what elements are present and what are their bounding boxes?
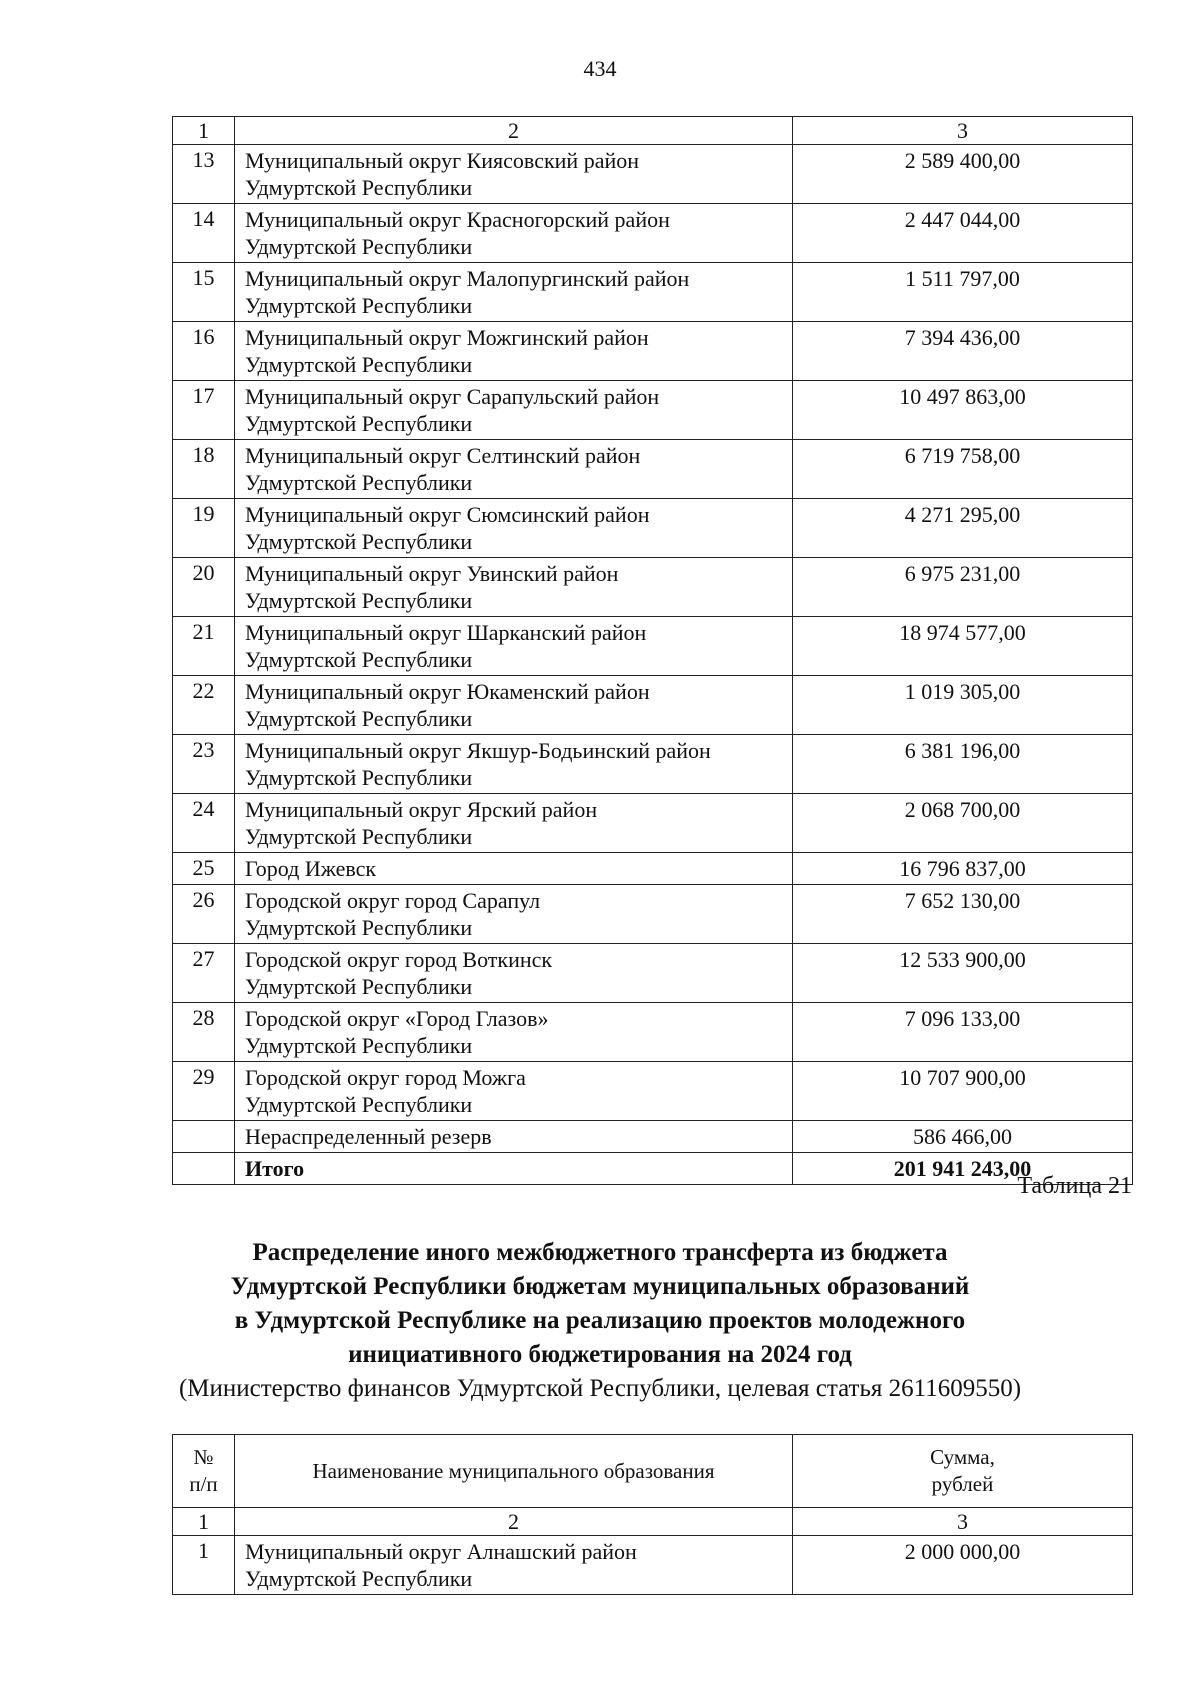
municipality-name bbox=[235, 558, 793, 617]
row-number bbox=[173, 1121, 235, 1153]
table-row bbox=[173, 499, 1133, 558]
table-row bbox=[173, 204, 1133, 263]
municipality-name-line: Муниципальный округ Шарканский район bbox=[245, 620, 647, 645]
row-number bbox=[173, 1153, 235, 1185]
municipality-name-line: Муниципальный округ Малопургинский район bbox=[245, 266, 690, 291]
row-number: 26 bbox=[173, 885, 235, 944]
column-index: 1 bbox=[173, 1508, 235, 1536]
title-line: Удмуртской Республики бюджетам муниципальных образований bbox=[230, 1273, 970, 1300]
municipality-name-line: Муниципальный округ Красногорский район bbox=[245, 207, 670, 232]
municipality-name-line: Удмуртской Республики bbox=[245, 352, 473, 377]
header-num-line: п/п bbox=[189, 1472, 218, 1496]
page-number: 434 bbox=[583, 56, 617, 81]
municipality-name-line: Муниципальный округ Сарапульский район bbox=[245, 384, 660, 409]
table-row bbox=[173, 381, 1133, 440]
amount: 6 719 758,00 bbox=[793, 440, 1133, 499]
row-number: 27 bbox=[173, 944, 235, 1003]
row-number: 21 bbox=[173, 617, 235, 676]
row-number: 16 bbox=[173, 322, 235, 381]
row-number: 19 bbox=[173, 499, 235, 558]
municipality-name bbox=[235, 204, 793, 263]
column-index: 2 bbox=[235, 1508, 793, 1536]
municipality-name-line: Удмуртской Республики bbox=[245, 824, 473, 849]
municipality-name bbox=[235, 145, 793, 204]
municipality-name-line: Муниципальный округ Якшур-Бодьинский район bbox=[245, 738, 711, 763]
row-number: 17 bbox=[173, 381, 235, 440]
table-row bbox=[173, 676, 1133, 735]
municipality-name bbox=[235, 1003, 793, 1062]
table-row bbox=[173, 735, 1133, 794]
municipality-name-line: Город Ижевск bbox=[245, 856, 377, 881]
table-row bbox=[173, 263, 1133, 322]
amount: 16 796 837,00 bbox=[793, 853, 1133, 885]
header-num bbox=[173, 1435, 235, 1508]
municipality-name bbox=[235, 263, 793, 322]
municipality-name-line: Удмуртской Республики bbox=[245, 411, 473, 436]
municipality-name bbox=[235, 617, 793, 676]
column-index: 3 bbox=[793, 117, 1133, 145]
row-number: 25 bbox=[173, 853, 235, 885]
amount: 10 707 900,00 bbox=[793, 1062, 1133, 1121]
amount: 7 096 133,00 bbox=[793, 1003, 1133, 1062]
municipality-name-line: Удмуртской Республики bbox=[245, 470, 473, 495]
municipality-name-line: Муниципальный округ Юкаменский район bbox=[245, 679, 650, 704]
allocation-table-new bbox=[172, 1434, 1133, 1595]
municipality-name-line: Муниципальный округ Ярский район bbox=[245, 797, 598, 822]
amount: 12 533 900,00 bbox=[793, 944, 1133, 1003]
municipality-name-line: Городской округ город Воткинск bbox=[245, 947, 553, 972]
header-sum bbox=[793, 1435, 1133, 1508]
header-sum-line: Сумма, bbox=[930, 1445, 995, 1469]
row-number: 18 bbox=[173, 440, 235, 499]
column-index-row bbox=[173, 117, 1133, 145]
allocation-table-continued bbox=[172, 116, 1133, 1185]
amount: 18 974 577,00 bbox=[793, 617, 1133, 676]
municipality-name bbox=[235, 735, 793, 794]
municipality-name-line: Муниципальный округ Киясовский район bbox=[245, 148, 640, 173]
municipality-name-line: Удмуртской Республики bbox=[245, 234, 473, 259]
row-number: 29 bbox=[173, 1062, 235, 1121]
municipality-name bbox=[235, 853, 793, 885]
municipality-name-line: Удмуртской Республики bbox=[245, 1033, 473, 1058]
municipality-name-line: Удмуртской Республики bbox=[245, 706, 473, 731]
total-row bbox=[173, 1153, 1133, 1185]
title-line: инициативного бюджетирования на 2024 год bbox=[348, 1341, 852, 1368]
row-number: 22 bbox=[173, 676, 235, 735]
table-row bbox=[173, 944, 1133, 1003]
table-title bbox=[0, 1236, 1200, 1372]
amount: 7 394 436,00 bbox=[793, 322, 1133, 381]
table-row bbox=[173, 885, 1133, 944]
municipality-name bbox=[235, 885, 793, 944]
municipality-name-line: Городской округ город Можга bbox=[245, 1065, 526, 1090]
table-row bbox=[173, 1062, 1133, 1121]
row-number: 24 bbox=[173, 794, 235, 853]
municipality-name-line: Удмуртской Республики bbox=[245, 765, 473, 790]
amount: 6 975 231,00 bbox=[793, 558, 1133, 617]
column-index: 1 bbox=[173, 117, 235, 145]
municipality-name-line: Удмуртской Республики bbox=[245, 293, 473, 318]
amount: 1 019 305,00 bbox=[793, 676, 1133, 735]
row-number: 28 bbox=[173, 1003, 235, 1062]
municipality-name-line: Удмуртской Республики bbox=[245, 647, 473, 672]
reserve-label: Нераспределенный резерв bbox=[235, 1121, 793, 1153]
amount: 6 381 196,00 bbox=[793, 735, 1133, 794]
amount: 2 447 044,00 bbox=[793, 204, 1133, 263]
header-name: Наименование муниципального образования bbox=[235, 1435, 793, 1508]
row-number: 23 bbox=[173, 735, 235, 794]
row-number: 13 bbox=[173, 145, 235, 204]
municipality-name-line: Удмуртской Республики bbox=[245, 915, 473, 940]
municipality-name-line: Удмуртской Республики bbox=[245, 1566, 473, 1591]
amount: 4 271 295,00 bbox=[793, 499, 1133, 558]
municipality-name-line: Удмуртской Республики bbox=[245, 588, 473, 613]
header-sum-line: рублей bbox=[931, 1472, 994, 1496]
municipality-name bbox=[235, 1536, 793, 1595]
total-label: Итого bbox=[235, 1153, 793, 1185]
table-row bbox=[173, 1003, 1133, 1062]
table-row bbox=[173, 440, 1133, 499]
column-index: 2 bbox=[235, 117, 793, 145]
municipality-name-line: Удмуртской Республики bbox=[245, 529, 473, 554]
table-row bbox=[173, 853, 1133, 885]
row-number: 1 bbox=[173, 1536, 235, 1595]
table-label: Таблица 21 bbox=[1017, 1173, 1132, 1199]
table-subtitle: (Министерство финансов Удмуртской Республики, целевая статья 2611609550) bbox=[178, 1375, 1022, 1402]
table-row bbox=[173, 558, 1133, 617]
amount: 10 497 863,00 bbox=[793, 381, 1133, 440]
municipality-name-line: Муниципальный округ Селтинский район bbox=[245, 443, 641, 468]
municipality-name-line: Удмуртской Республики bbox=[245, 974, 473, 999]
municipality-name-line: Городской округ «Город Глазов» bbox=[245, 1006, 549, 1031]
municipality-name-line: Муниципальный округ Увинский район bbox=[245, 561, 619, 586]
municipality-name bbox=[235, 440, 793, 499]
amount: 2 000 000,00 bbox=[793, 1536, 1133, 1595]
title-line: в Удмуртской Республике на реализацию проектов молодежного bbox=[234, 1307, 966, 1334]
municipality-name bbox=[235, 944, 793, 1003]
municipality-name bbox=[235, 322, 793, 381]
total-amount: 201 941 243,00 bbox=[793, 1153, 1133, 1185]
table-row bbox=[173, 1536, 1133, 1595]
municipality-name bbox=[235, 794, 793, 853]
row-number: 14 bbox=[173, 204, 235, 263]
municipality-name-line: Городской округ город Сарапул bbox=[245, 888, 541, 913]
municipality-name-line: Удмуртской Республики bbox=[245, 175, 473, 200]
municipality-name bbox=[235, 676, 793, 735]
municipality-name-line: Удмуртской Республики bbox=[245, 1092, 473, 1117]
reserve-amount: 586 466,00 bbox=[793, 1121, 1133, 1153]
table-row bbox=[173, 617, 1133, 676]
amount: 2 589 400,00 bbox=[793, 145, 1133, 204]
row-number: 20 bbox=[173, 558, 235, 617]
municipality-name bbox=[235, 499, 793, 558]
column-index-row bbox=[173, 1508, 1133, 1536]
municipality-name-line: Муниципальный округ Можгинский район bbox=[245, 325, 649, 350]
reserve-row bbox=[173, 1121, 1133, 1153]
municipality-name bbox=[235, 381, 793, 440]
header-num-line: № bbox=[193, 1445, 214, 1469]
table-row bbox=[173, 794, 1133, 853]
municipality-name-line: Муниципальный округ Сюмсинский район bbox=[245, 502, 650, 527]
title-line: Распределение иного межбюджетного трансферта из бюджета bbox=[252, 1239, 948, 1266]
row-number: 15 bbox=[173, 263, 235, 322]
header-row bbox=[173, 1435, 1133, 1508]
table-row bbox=[173, 322, 1133, 381]
column-index: 3 bbox=[793, 1508, 1133, 1536]
municipality-name-line: Муниципальный округ Алнашский район bbox=[245, 1539, 637, 1564]
amount: 1 511 797,00 bbox=[793, 263, 1133, 322]
municipality-name bbox=[235, 1062, 793, 1121]
amount: 2 068 700,00 bbox=[793, 794, 1133, 853]
table-row bbox=[173, 145, 1133, 204]
amount: 7 652 130,00 bbox=[793, 885, 1133, 944]
